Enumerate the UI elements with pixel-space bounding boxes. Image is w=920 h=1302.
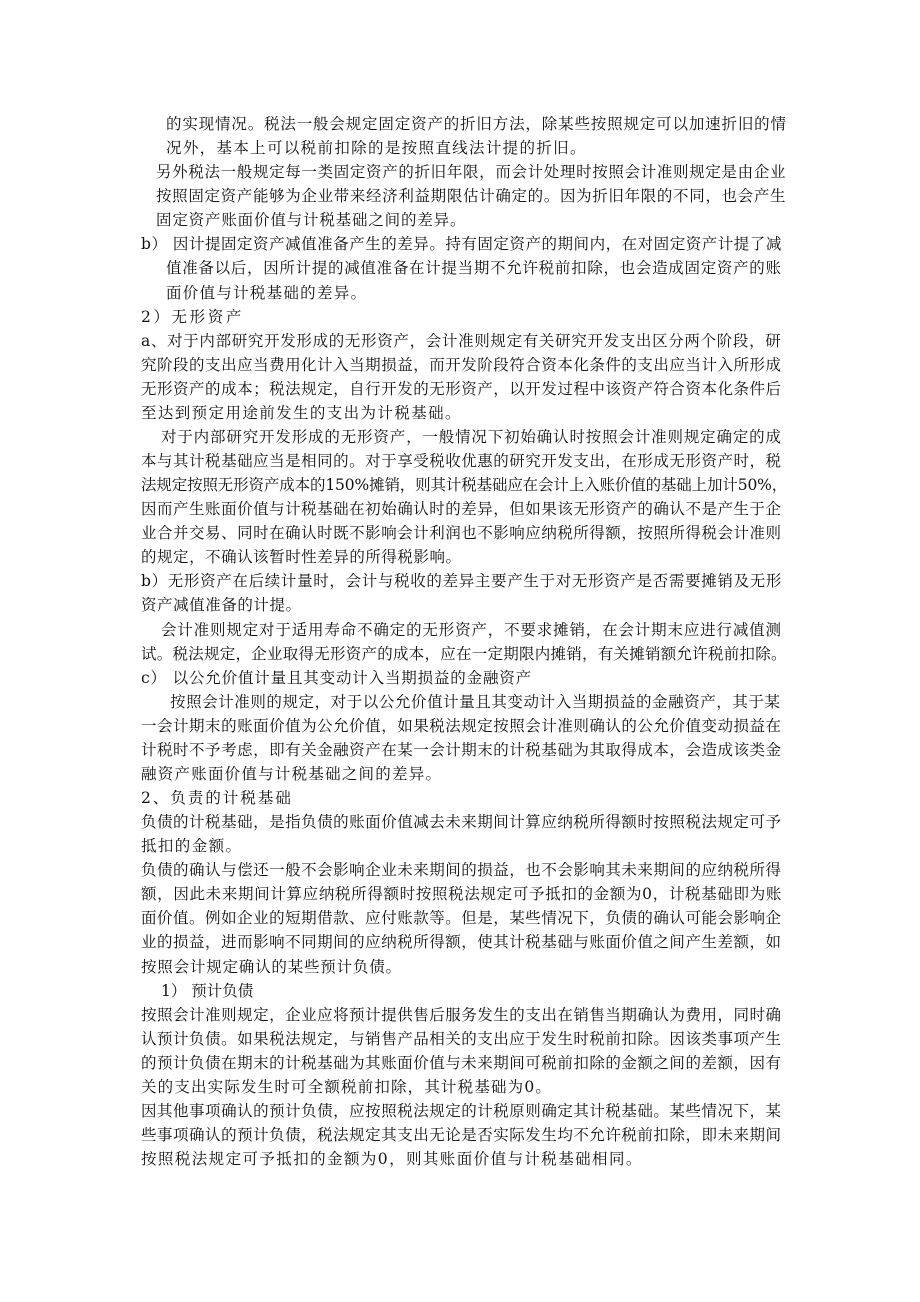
text-line: 按照会计准则规定，企业应将预计提供售后服务发生的支出在销售当期确认为费用，同时确 bbox=[141, 1006, 782, 1024]
text-line: b） 因计提固定资产减值准备产生的差异。持有固定资产的期间内，在对固定资产计提了减 bbox=[141, 235, 782, 253]
text-line: 按照会计准则的规定，对于以公允价值计量且其变动计入当期损益的金融资产，其于某 bbox=[170, 693, 781, 711]
text-line: 值准备以后，因所计提的减值准备在计提当期不允许税前扣除，也会造成固定资产的账 bbox=[166, 259, 782, 277]
text-line: 况外，基本上可以税前扣除的是按照直线法计提的折旧。 bbox=[166, 139, 587, 157]
text-line: 的规定，不确认该暂时性差异的所得税影响。 bbox=[141, 548, 462, 566]
text-line: 对于内部研究开发形成的无形资产，一般情况下初始确认时按照会计准则规定确定的成 bbox=[161, 428, 782, 446]
text-line: b）无形资产在后续计量时，会计与税收的差异主要产生于对无形资产是否需要摊销及无形 bbox=[141, 572, 783, 590]
text-line: 负债的计税基础，是指负债的账面价值减去未来期间计算应纳税所得额时按照税法规定可予 bbox=[141, 813, 782, 831]
text-line: 因其他事项确认的预计负债，应按照税法规定的计税原则确定其计税基础。某些情况下，某 bbox=[141, 1102, 782, 1120]
text-line: 按照固定资产能够为企业带来经济利益期限估计确定的。因为折旧年限的不同，也会产生 bbox=[156, 187, 787, 205]
text-line: 按照税法规定可予抵扣的金额为0，则其账面价值与计税基础相同。 bbox=[141, 1150, 643, 1168]
section-heading: c） 以公允价值计量且其变动计入当期损益的金融资产 bbox=[141, 669, 532, 687]
text-line: 会计准则规定对于适用寿命不确定的无形资产，不要求摊销，在会计期末应进行减值测 bbox=[161, 621, 782, 639]
section-heading: 2）无形资产 bbox=[141, 308, 244, 326]
text-line: 至达到预定用途前发生的支出为计税基础。 bbox=[141, 404, 462, 422]
section-heading: 2、负责的计税基础 bbox=[141, 789, 293, 807]
text-line: 抵扣的金额。 bbox=[141, 837, 243, 855]
text-line: 法规定按照无形资产成本的150%摊销，则其计税基础应在会计上入账价值的基础上加计50%， bbox=[141, 476, 788, 494]
text-line: 因而产生账面价值与计税基础在初始确认时的差异，但如果该无形资产的确认不是产生于企 bbox=[141, 500, 782, 518]
text-line: 固定资产账面价值与计税基础之间的差异。 bbox=[156, 211, 467, 229]
text-line: 一会计期末的账面价值为公允价值，如果税法规定按照会计准则确认的公允价值变动损益在 bbox=[141, 717, 782, 735]
text-line: 按照会计规定确认的某些预计负债。 bbox=[141, 958, 402, 976]
text-line: 计税时不予考虑，即有关金融资产在某一会计期末的计税基础为其取得成本，会造成该类金 bbox=[141, 741, 782, 759]
text-line: 的预计负债在期末的计税基础为其账面价值与未来期间可税前扣除的金额之间的差额，因有 bbox=[141, 1054, 782, 1072]
text-line: 认预计负债。如果税法规定，与销售产品相关的支出应于发生时税前扣除。因该类事项产生 bbox=[141, 1030, 782, 1048]
text-line: 资产减值准备的计提。 bbox=[141, 596, 302, 614]
section-heading: 1） 预计负债 bbox=[161, 982, 254, 1000]
text-line: 面价值与计税基础的差异。 bbox=[166, 284, 368, 302]
text-line: 融资产账面价值与计税基础之间的差异。 bbox=[141, 765, 443, 783]
text-line: a、对于内部研究开发形成的无形资产，会计准则规定有关研究开发支出区分两个阶段，研 bbox=[141, 332, 782, 350]
text-line: 业合并交易、同时在确认时既不影响会计利润也不影响应纳税所得额，按照所得税会计准则 bbox=[141, 524, 782, 542]
text-line: 些事项确认的预计负债，税法规定其支出无论是否实际发生均不允许税前扣除，即未来期间 bbox=[141, 1126, 782, 1144]
text-line: 试。税法规定，企业取得无形资产的成本，应在一定期限内摊销，有关摊销额允许税前扣除。 bbox=[141, 645, 787, 663]
text-line: 另外税法一般规定每一类固定资产的折旧年限，而会计处理时按照会计准则规定是由企业 bbox=[156, 163, 787, 181]
text-line: 的实现情况。税法一般会规定固定资产的折旧方法，除某些按照规定可以加速折旧的情 bbox=[166, 115, 787, 133]
text-line: 面价值。例如企业的短期借款、应付账款等。但是，某些情况下，负债的确认可能会影响企 bbox=[141, 909, 782, 927]
text-line: 本与其计税基础应当是相同的。对于享受税收优惠的研究开发支出，在形成无形资产时，税 bbox=[141, 452, 782, 470]
text-line: 业的损益，进而影响不同期间的应纳税所得额，使其计税基础与账面价值之间产生差额，如 bbox=[141, 933, 782, 951]
text-line: 额，因此未来期间计算应纳税所得额时按照税法规定可予抵扣的金额为0，计税基础即为账 bbox=[141, 885, 783, 903]
text-line: 负债的确认与偿还一般不会影响企业未来期间的损益，也不会影响其未来期间的应纳税所得 bbox=[141, 861, 782, 879]
text-line: 究阶段的支出应当费用化计入当期损益，而开发阶段符合资本化条件的支出应当计入所形成 bbox=[141, 356, 782, 374]
text-line: 关的支出实际发生时可全额税前扣除，其计税基础为0。 bbox=[141, 1078, 553, 1096]
text-line: 无形资产的成本；税法规定，自行开发的无形资产，以开发过程中该资产符合资本化条件后 bbox=[141, 380, 782, 398]
